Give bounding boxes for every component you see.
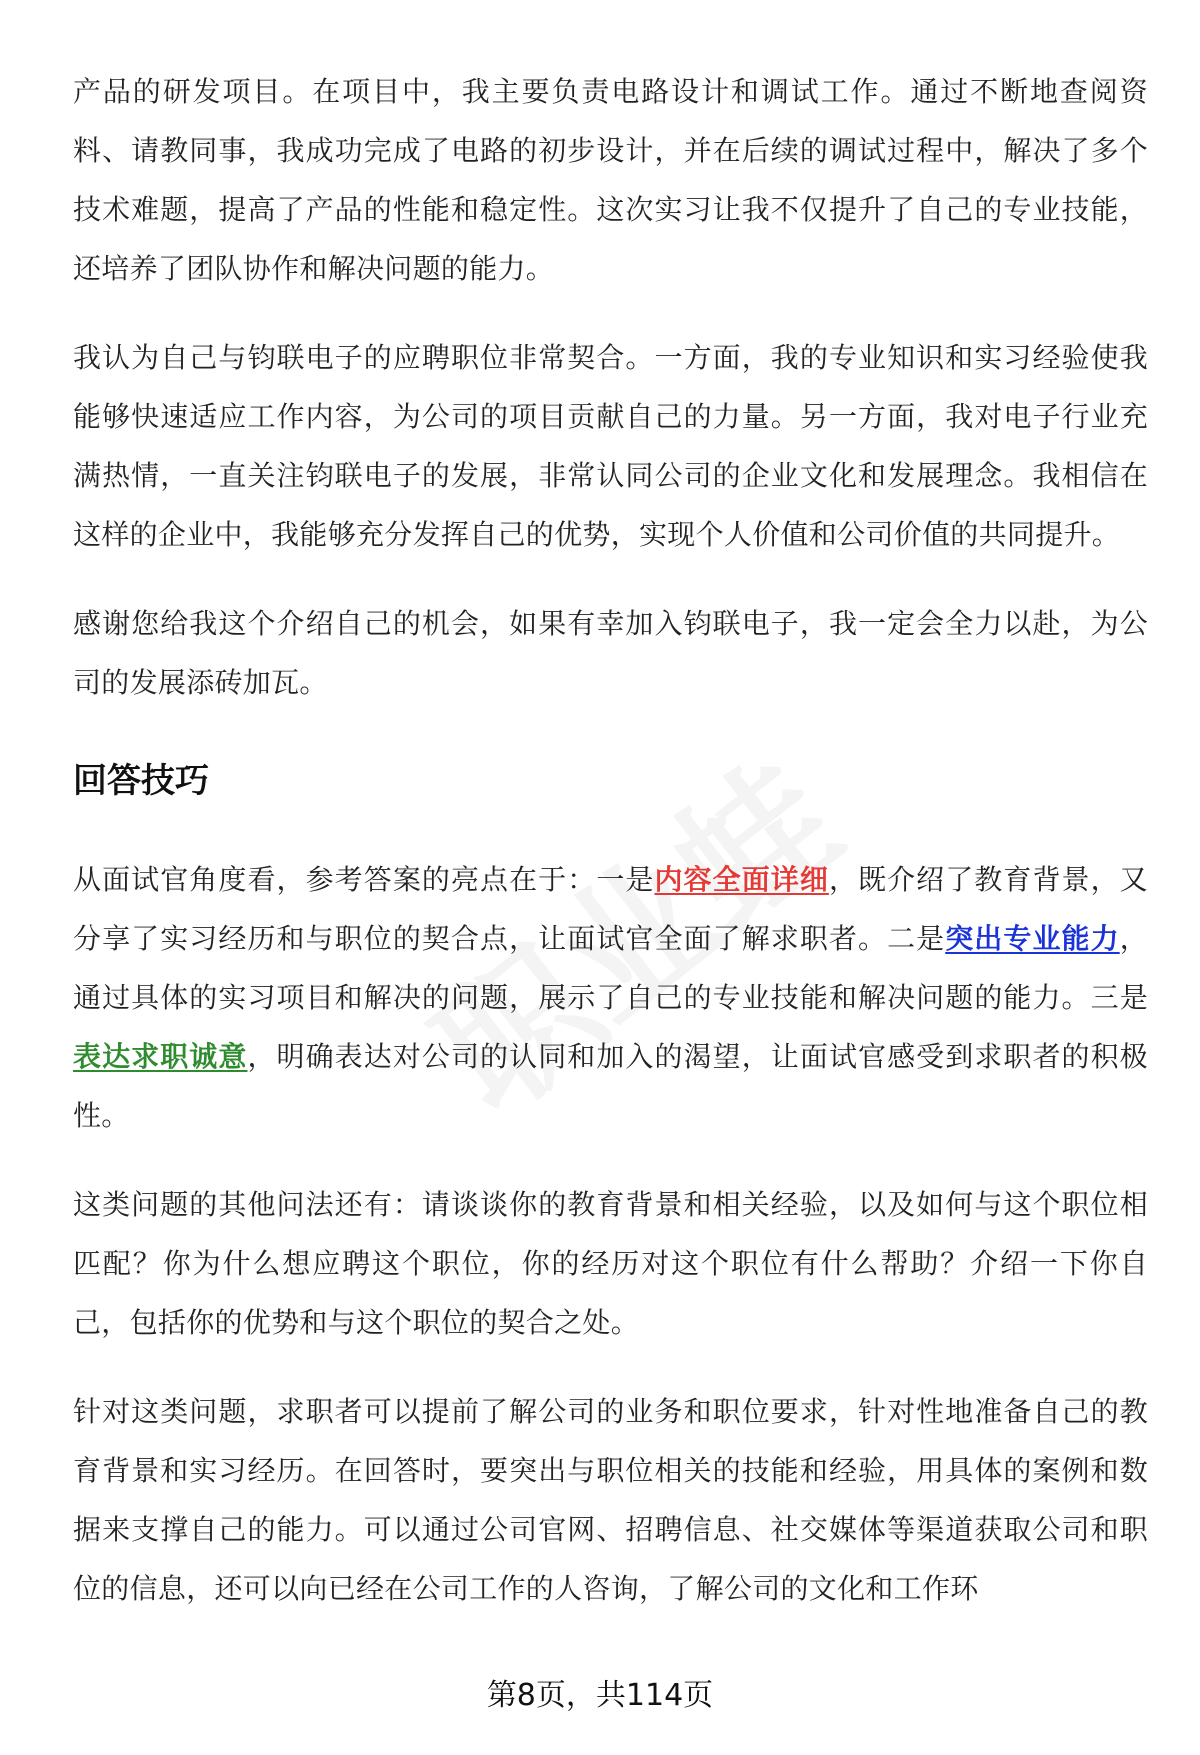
tips-text-4: ，明确表达对公司的认同和加入的渴望，让面试官感受到求职者的积极性。 (73, 1040, 1148, 1132)
highlight-content-detail: 内容全面详细 (654, 863, 829, 896)
tips-text-1: 从面试官角度看，参考答案的亮点在于：一是 (73, 863, 655, 896)
document-page (73, 62, 1148, 1648)
paragraph-advice: 针对这类问题，求职者可以提前了解公司的业务和职位要求，针对性地准备自己的教育背景和实习经历。在回答时，要突出与职位相关的技能和经验，用具体的案例和数据来支撑自己的能力。可以通过公司官网、招聘信息、社交媒体等渠道获取公司和职位的信息，还可以向已经在公司工作的人咨询，了解公司的文化和工作环 (73, 1395, 1148, 1605)
tips-text-3: ，通过具体的实习项目和解决的问题，展示了自己的专业技能和解决问题的能力。三是 (73, 922, 1148, 1014)
paragraph-other-questions: 这类问题的其他问法还有：请谈谈你的教育背景和相关经验，以及如何与这个职位相匹配？你为什么想应聘这个职位，你的经历对这个职位有什么帮助？介绍一下你自己，包括你的优势和与这个职位的契合之处。 (73, 1188, 1148, 1339)
page-footer: 第8页，共114页 (486, 1678, 714, 1713)
highlight-professional-ability: 突出专业能力 (945, 922, 1120, 955)
paragraph-thanks: 感谢您给我这个介绍自己的机会，如果有幸加入钧联电子，我一定会全力以赴，为公司的发展添砖加瓦。 (73, 607, 1148, 699)
section-heading: 回答技巧 (73, 761, 209, 801)
highlight-sincerity: 表达求职诚意 (73, 1040, 248, 1073)
paragraph-tips (73, 850, 1148, 1145)
tips-text-2: ，既介绍了教育背景，又分享了实习经历和与职位的契合点，让面试官全面了解求职者。二是 (73, 863, 1148, 955)
paragraph-fit: 我认为自己与钧联电子的应聘职位非常契合。一方面，我的专业知识和实习经验使我能够快速适应工作内容，为公司的项目贡献自己的力量。另一方面，我对电子行业充满热情，一直关注钧联电子的发展，非常认同公司的企业文化和发展理念。我相信在这样的企业中，我能够充分发挥自己的优势，实现个人价值和公司价值的共同提升。 (73, 341, 1148, 551)
paragraph-internship: 产品的研发项目。在项目中，我主要负责电路设计和调试工作。通过不断地查阅资料、请教同事，我成功完成了电路的初步设计，并在后续的调试过程中，解决了多个技术难题，提高了产品的性能和稳定性。这次实习让我不仅提升了自己的专业技能，还培养了团队协作和解决问题的能力。 (73, 75, 1148, 285)
